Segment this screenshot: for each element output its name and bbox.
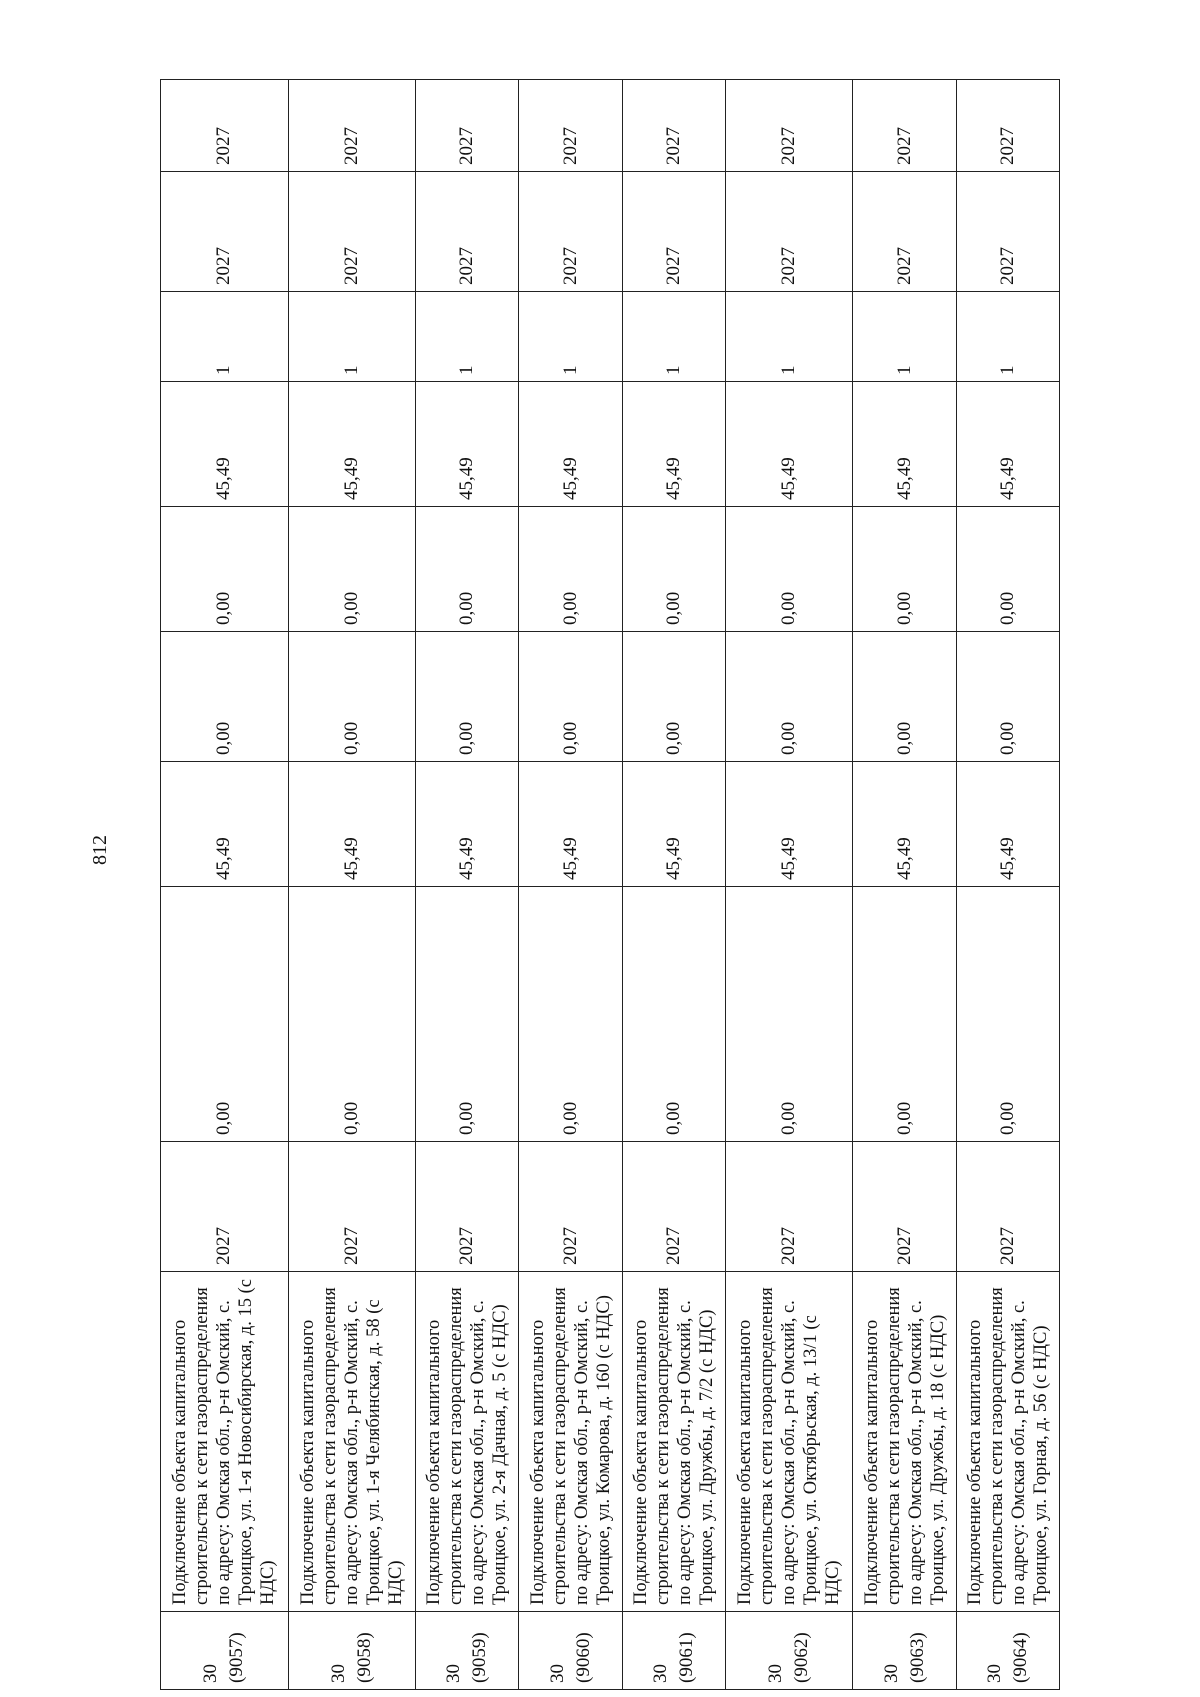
table-row bbox=[161, 80, 289, 1690]
amount-b-cell: 45,49 bbox=[519, 762, 622, 887]
row-number-cell bbox=[956, 1612, 1059, 1690]
row-number-cell bbox=[853, 1612, 956, 1690]
amount-total-cell: 45,49 bbox=[853, 382, 956, 507]
amount-d-cell: 0,00 bbox=[161, 507, 289, 632]
amount-d-cell: 0,00 bbox=[288, 507, 416, 632]
amount-total-cell: 45,49 bbox=[161, 382, 289, 507]
amount-total-cell: 45,49 bbox=[519, 382, 622, 507]
row-code: (9063) bbox=[906, 1632, 928, 1683]
year-start-cell: 2027 bbox=[725, 1142, 853, 1272]
description-cell: Подключение объекта капитального строительства к сети газораспределения по адресу: Омская обл., р-н Омский, с. Троицкое, ул. 2-я Дачная, д. 5 (с НДС) bbox=[416, 1272, 519, 1612]
description-cell: Подключение объекта капитального строительства к сети газораспределения по адресу: Омская обл., р-н Омский, с. Троицкое, ул. Горная, д. 56 (с НДС) bbox=[956, 1272, 1059, 1612]
description-cell: Подключение объекта капитального строительства к сети газораспределения по адресу: Омская обл., р-н Омский, с. Троицкое, ул. Дружбы, д. 7/2 (с НДС) bbox=[622, 1272, 725, 1612]
amount-a-cell: 0,00 bbox=[416, 887, 519, 1142]
year-b-cell: 2027 bbox=[853, 80, 956, 172]
table-row bbox=[416, 80, 519, 1690]
description-cell: Подключение объекта капитального строительства к сети газораспределения по адресу: Омская обл., р-н Омский, с. Троицкое, ул. Комарова, д. 160 (с НДС) bbox=[519, 1272, 622, 1612]
amount-a-cell: 0,00 bbox=[725, 887, 853, 1142]
year-a-cell: 2027 bbox=[288, 172, 416, 292]
row-number: 30 bbox=[200, 1664, 222, 1683]
year-b-cell: 2027 bbox=[519, 80, 622, 172]
amount-b-cell: 45,49 bbox=[956, 762, 1059, 887]
amount-b-cell: 45,49 bbox=[161, 762, 289, 887]
quantity-cell: 1 bbox=[288, 292, 416, 382]
row-number-cell bbox=[288, 1612, 416, 1690]
amount-a-cell: 0,00 bbox=[853, 887, 956, 1142]
table-row bbox=[519, 80, 622, 1690]
row-number: 30 bbox=[546, 1664, 568, 1683]
amount-b-cell: 45,49 bbox=[725, 762, 853, 887]
page-number-text: 812 bbox=[89, 835, 111, 865]
quantity-cell: 1 bbox=[725, 292, 853, 382]
year-start-cell: 2027 bbox=[519, 1142, 622, 1272]
rotated-table-wrapper bbox=[160, 80, 1060, 1690]
quantity-cell: 1 bbox=[853, 292, 956, 382]
amount-c-cell: 0,00 bbox=[853, 632, 956, 762]
quantity-cell: 1 bbox=[956, 292, 1059, 382]
amount-d-cell: 0,00 bbox=[853, 507, 956, 632]
year-start-cell: 2027 bbox=[416, 1142, 519, 1272]
amount-a-cell: 0,00 bbox=[956, 887, 1059, 1142]
row-code: (9058) bbox=[353, 1632, 375, 1683]
row-number-cell bbox=[622, 1612, 725, 1690]
quantity-cell: 1 bbox=[519, 292, 622, 382]
quantity-cell: 1 bbox=[622, 292, 725, 382]
row-number-cell bbox=[725, 1612, 853, 1690]
amount-c-cell: 0,00 bbox=[956, 632, 1059, 762]
year-b-cell: 2027 bbox=[161, 80, 289, 172]
amount-b-cell: 45,49 bbox=[853, 762, 956, 887]
amount-d-cell: 0,00 bbox=[416, 507, 519, 632]
row-number-cell bbox=[161, 1612, 289, 1690]
amount-d-cell: 0,00 bbox=[519, 507, 622, 632]
amount-total-cell: 45,49 bbox=[725, 382, 853, 507]
year-a-cell: 2027 bbox=[853, 172, 956, 292]
row-number: 30 bbox=[443, 1664, 465, 1683]
table-row bbox=[725, 80, 853, 1690]
table-body bbox=[161, 80, 1060, 1690]
amount-total-cell: 45,49 bbox=[416, 382, 519, 507]
year-a-cell: 2027 bbox=[161, 172, 289, 292]
year-start-cell: 2027 bbox=[622, 1142, 725, 1272]
amount-c-cell: 0,00 bbox=[519, 632, 622, 762]
amount-a-cell: 0,00 bbox=[161, 887, 289, 1142]
row-code: (9061) bbox=[675, 1632, 697, 1683]
amount-d-cell: 0,00 bbox=[622, 507, 725, 632]
amount-d-cell: 0,00 bbox=[725, 507, 853, 632]
amount-c-cell: 0,00 bbox=[416, 632, 519, 762]
description-cell: Подключение объекта капитального строительства к сети газораспределения по адресу: Омская обл., р-н Омский, с. Троицкое, ул. Октябрьская, д. 13/1 (с НДС) bbox=[725, 1272, 853, 1612]
year-a-cell: 2027 bbox=[725, 172, 853, 292]
year-b-cell: 2027 bbox=[622, 80, 725, 172]
data-table bbox=[160, 79, 1060, 1690]
quantity-cell: 1 bbox=[161, 292, 289, 382]
description-cell: Подключение объекта капитального строительства к сети газораспределения по адресу: Омская обл., р-н Омский, с. Троицкое, ул. 1-я Челябинская, д. 58 (с НДС) bbox=[288, 1272, 416, 1612]
amount-c-cell: 0,00 bbox=[288, 632, 416, 762]
amount-b-cell: 45,49 bbox=[416, 762, 519, 887]
amount-a-cell: 0,00 bbox=[288, 887, 416, 1142]
row-number: 30 bbox=[880, 1664, 902, 1683]
year-b-cell: 2027 bbox=[416, 80, 519, 172]
year-b-cell: 2027 bbox=[288, 80, 416, 172]
row-code: (9062) bbox=[791, 1632, 813, 1683]
table-row bbox=[288, 80, 416, 1690]
table-row bbox=[853, 80, 956, 1690]
amount-c-cell: 0,00 bbox=[161, 632, 289, 762]
year-b-cell: 2027 bbox=[725, 80, 853, 172]
year-start-cell: 2027 bbox=[853, 1142, 956, 1272]
amount-b-cell: 45,49 bbox=[622, 762, 725, 887]
row-number: 30 bbox=[765, 1664, 787, 1683]
amount-d-cell: 0,00 bbox=[956, 507, 1059, 632]
row-code: (9064) bbox=[1009, 1632, 1031, 1683]
table-row bbox=[622, 80, 725, 1690]
amount-total-cell: 45,49 bbox=[288, 382, 416, 507]
year-a-cell: 2027 bbox=[416, 172, 519, 292]
row-code: (9059) bbox=[469, 1632, 491, 1683]
year-start-cell: 2027 bbox=[161, 1142, 289, 1272]
amount-a-cell: 0,00 bbox=[622, 887, 725, 1142]
year-a-cell: 2027 bbox=[519, 172, 622, 292]
amount-c-cell: 0,00 bbox=[725, 632, 853, 762]
amount-c-cell: 0,00 bbox=[622, 632, 725, 762]
row-number: 30 bbox=[983, 1664, 1005, 1683]
amount-a-cell: 0,00 bbox=[519, 887, 622, 1142]
year-a-cell: 2027 bbox=[956, 172, 1059, 292]
year-start-cell: 2027 bbox=[956, 1142, 1059, 1272]
year-start-cell: 2027 bbox=[288, 1142, 416, 1272]
row-code: (9060) bbox=[572, 1632, 594, 1683]
year-a-cell: 2027 bbox=[622, 172, 725, 292]
row-number: 30 bbox=[649, 1664, 671, 1683]
row-number-cell bbox=[519, 1612, 622, 1690]
row-number-cell bbox=[416, 1612, 519, 1690]
table-row bbox=[956, 80, 1059, 1690]
quantity-cell: 1 bbox=[416, 292, 519, 382]
row-number: 30 bbox=[327, 1664, 349, 1683]
description-cell: Подключение объекта капитального строительства к сети газораспределения по адресу: Омская обл., р-н Омский, с. Троицкое, ул. 1-я Новосибирская, д. 15 (с НДС) bbox=[161, 1272, 289, 1612]
amount-total-cell: 45,49 bbox=[622, 382, 725, 507]
description-cell: Подключение объекта капитального строительства к сети газораспределения по адресу: Омская обл., р-н Омский, с. Троицкое, ул. Дружбы, д. 18 (с НДС) bbox=[853, 1272, 956, 1612]
amount-b-cell: 45,49 bbox=[288, 762, 416, 887]
year-b-cell: 2027 bbox=[956, 80, 1059, 172]
row-code: (9057) bbox=[226, 1632, 248, 1683]
amount-total-cell: 45,49 bbox=[956, 382, 1059, 507]
